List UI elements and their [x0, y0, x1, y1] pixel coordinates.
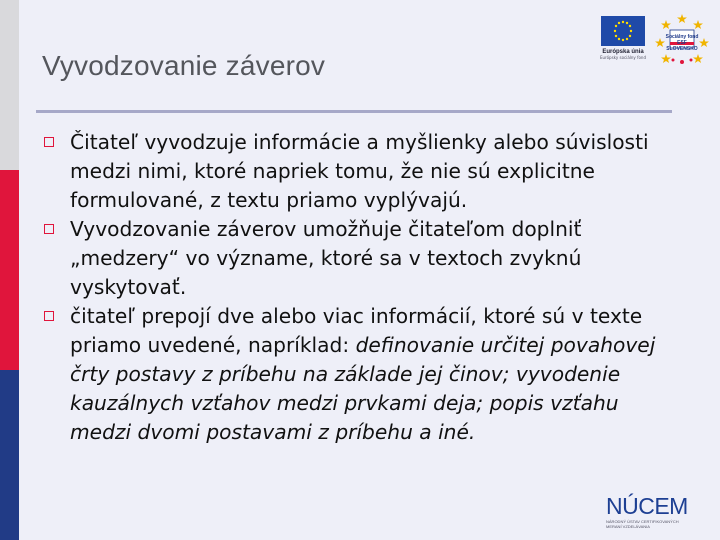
- eu-logo-sub: Európsky sociálny fond: [599, 55, 646, 60]
- side-bar-red: [0, 170, 19, 370]
- bullet-text: čitateľ prepojí dve alebo viac informácií, ktoré sú v texte priamo uvedené, napríklad:: [70, 304, 643, 357]
- nucem-logo-label: NÚCEM: [606, 493, 688, 519]
- bullet-list: [44, 128, 684, 447]
- social-fund-label: Sociálny fond ESF SLOVENSKO: [665, 34, 699, 52]
- bullet-square-icon: [44, 224, 54, 234]
- bullet-text-italic: definovanie určitej povahovej črty postavy z príbehu na základe jej činov; vyvodenie kauzálnych vzťahov medzi prvkami deja; popis vzťahu medzi dvomi postavami z príbehu a iné.: [70, 333, 656, 444]
- eu-logo-label: Európska únia: [602, 49, 644, 55]
- bullet-text: Čitateľ vyvodzuje informácie a myšlienky alebo súvislosti medzi nimi, ktoré napriek tomu, že nie sú explicitne formulované, z textu priamo vyplývajú.: [70, 130, 649, 212]
- side-bar-blue: [0, 370, 19, 540]
- title-divider: [36, 110, 672, 113]
- list-item: [44, 302, 684, 447]
- list-item: [44, 128, 684, 215]
- bullet-text: Vyvodzovanie záverov umožňuje čitateľom doplniť „medzery“ vo význame, ktoré sa v textoch zvyknú vyskytovať.: [70, 217, 582, 299]
- social-fund-logo: [654, 12, 710, 68]
- eu-logo: [596, 16, 650, 62]
- eu-flag-icon: [601, 16, 645, 46]
- nucem-logo: [606, 494, 690, 534]
- side-bar-gray: [0, 0, 19, 170]
- slide-title: Vyvodzovanie záverov: [42, 50, 326, 81]
- bullet-square-icon: [44, 137, 54, 147]
- nucem-logo-sub: NÁRODNÝ ÚSTAV CERTIFIKOVANÝCH MERANÍ VZDELÁVANIA: [606, 519, 679, 529]
- bullet-square-icon: [44, 311, 54, 321]
- list-item: [44, 215, 684, 302]
